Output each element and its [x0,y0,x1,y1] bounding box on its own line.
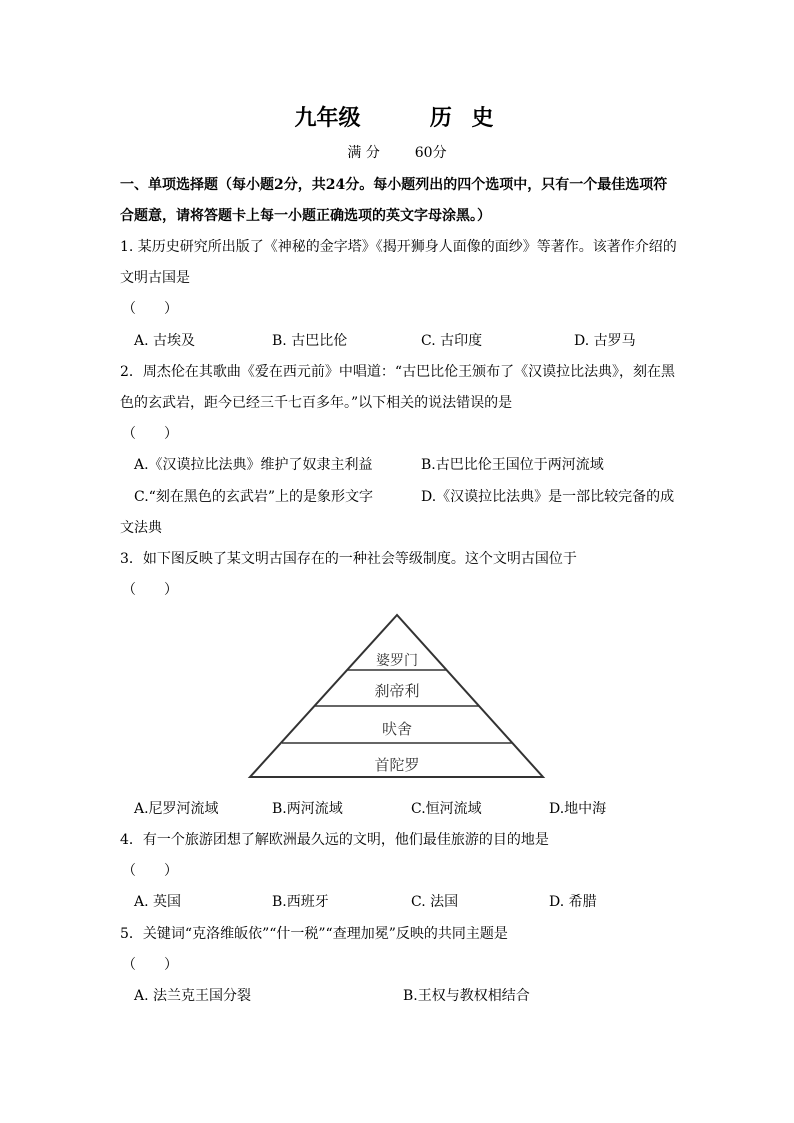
q1-option-c: C. 古印度 [421,333,483,349]
q1-answer-paren: （ ） [122,301,178,317]
q1-stem-line2: 文明古国是 [120,270,190,286]
q2-stem-line2: 色的玄武岩，距今已经三千七百多年。”以下相关的说法错误的是 [120,395,513,411]
q5-option-a: A. 法兰克王国分裂 [134,988,252,1004]
q2-option-d-continued: 文法典 [120,520,162,536]
pyramid-tier-brahmin: 婆罗门 [376,653,418,669]
q5-option-b: B.王权与教权相结合 [403,988,530,1004]
q3-stem-line1: 3．如下图反映了某文明古国存在的一种社会等级制度。这个文明古国位于 [120,551,577,567]
q2-answer-paren: （ ） [122,426,178,442]
q1-option-b: B. 古巴比伦 [272,333,348,349]
score-value: 60分 [414,145,447,161]
caste-pyramid-figure [245,610,550,782]
score-label: 满 分 [347,145,380,161]
q3-option-a: A.尼罗河流域 [134,801,219,817]
q3-option-c: C.恒河流域 [411,801,482,817]
pyramid-tier-vaishya: 吠舍 [381,720,413,738]
score-line [0,144,794,162]
q4-option-b: B.西班牙 [272,894,329,910]
section-heading-line2: 合题意，请将答题卡上每一小题正确选项的英文字母涂黑。） [120,208,491,224]
q4-answer-paren: （ ） [122,863,178,879]
q4-option-c: C. 法国 [411,894,459,910]
subject-label: 历 史 [429,105,500,131]
q5-answer-paren: （ ） [122,957,178,973]
pyramid-tier-shudra: 首陀罗 [374,756,420,774]
pyramid-tier-kshatriya: 刹帝利 [374,682,420,700]
q4-option-d: D. 希腊 [549,894,597,910]
q1-option-a: A. 古埃及 [134,333,196,349]
section-heading-line1: 一、单项选择题（每小题2分，共24分。每小题列出的四个选项中，只有一个最佳选项符 [120,177,668,193]
q4-stem-line1: 4．有一个旅游团想了解欧洲最久远的文明，他们最佳旅游的目的地是 [120,832,549,848]
q2-option-d: D.《汉谟拉比法典》是一部比较完备的成 [421,489,675,505]
q4-option-a: A. 英国 [134,894,182,910]
grade-label: 九年级 [294,105,361,131]
q2-option-b: B.古巴比伦王国位于两河流域 [421,457,604,473]
q2-option-a: A.《汉谟拉比法典》维护了奴隶主利益 [134,457,373,473]
q2-stem-line1: 2．周杰伦在其歌曲《爱在西元前》中唱道：“古巴比伦王颁布了《汉谟拉比法典》，刻在黑 [120,364,676,380]
page-title [0,104,794,132]
q2-option-c: C.“刻在黑色的玄武岩”上的是象形文字 [134,489,373,505]
q1-stem-line1: 1. 某历史研究所出版了《神秘的金字塔》《揭开狮身人面像的面纱》等著作。该著作介绍的 [120,239,677,255]
q3-answer-paren: （ ） [122,582,178,598]
q1-option-d: D. 古罗马 [574,333,636,349]
q5-stem-line1: 5．关键词“克洛维皈依”“什一税”“查理加冕”反映的共同主题是 [120,926,508,942]
q3-option-d: D.地中海 [549,801,607,817]
q3-option-b: B.两河流域 [272,801,343,817]
